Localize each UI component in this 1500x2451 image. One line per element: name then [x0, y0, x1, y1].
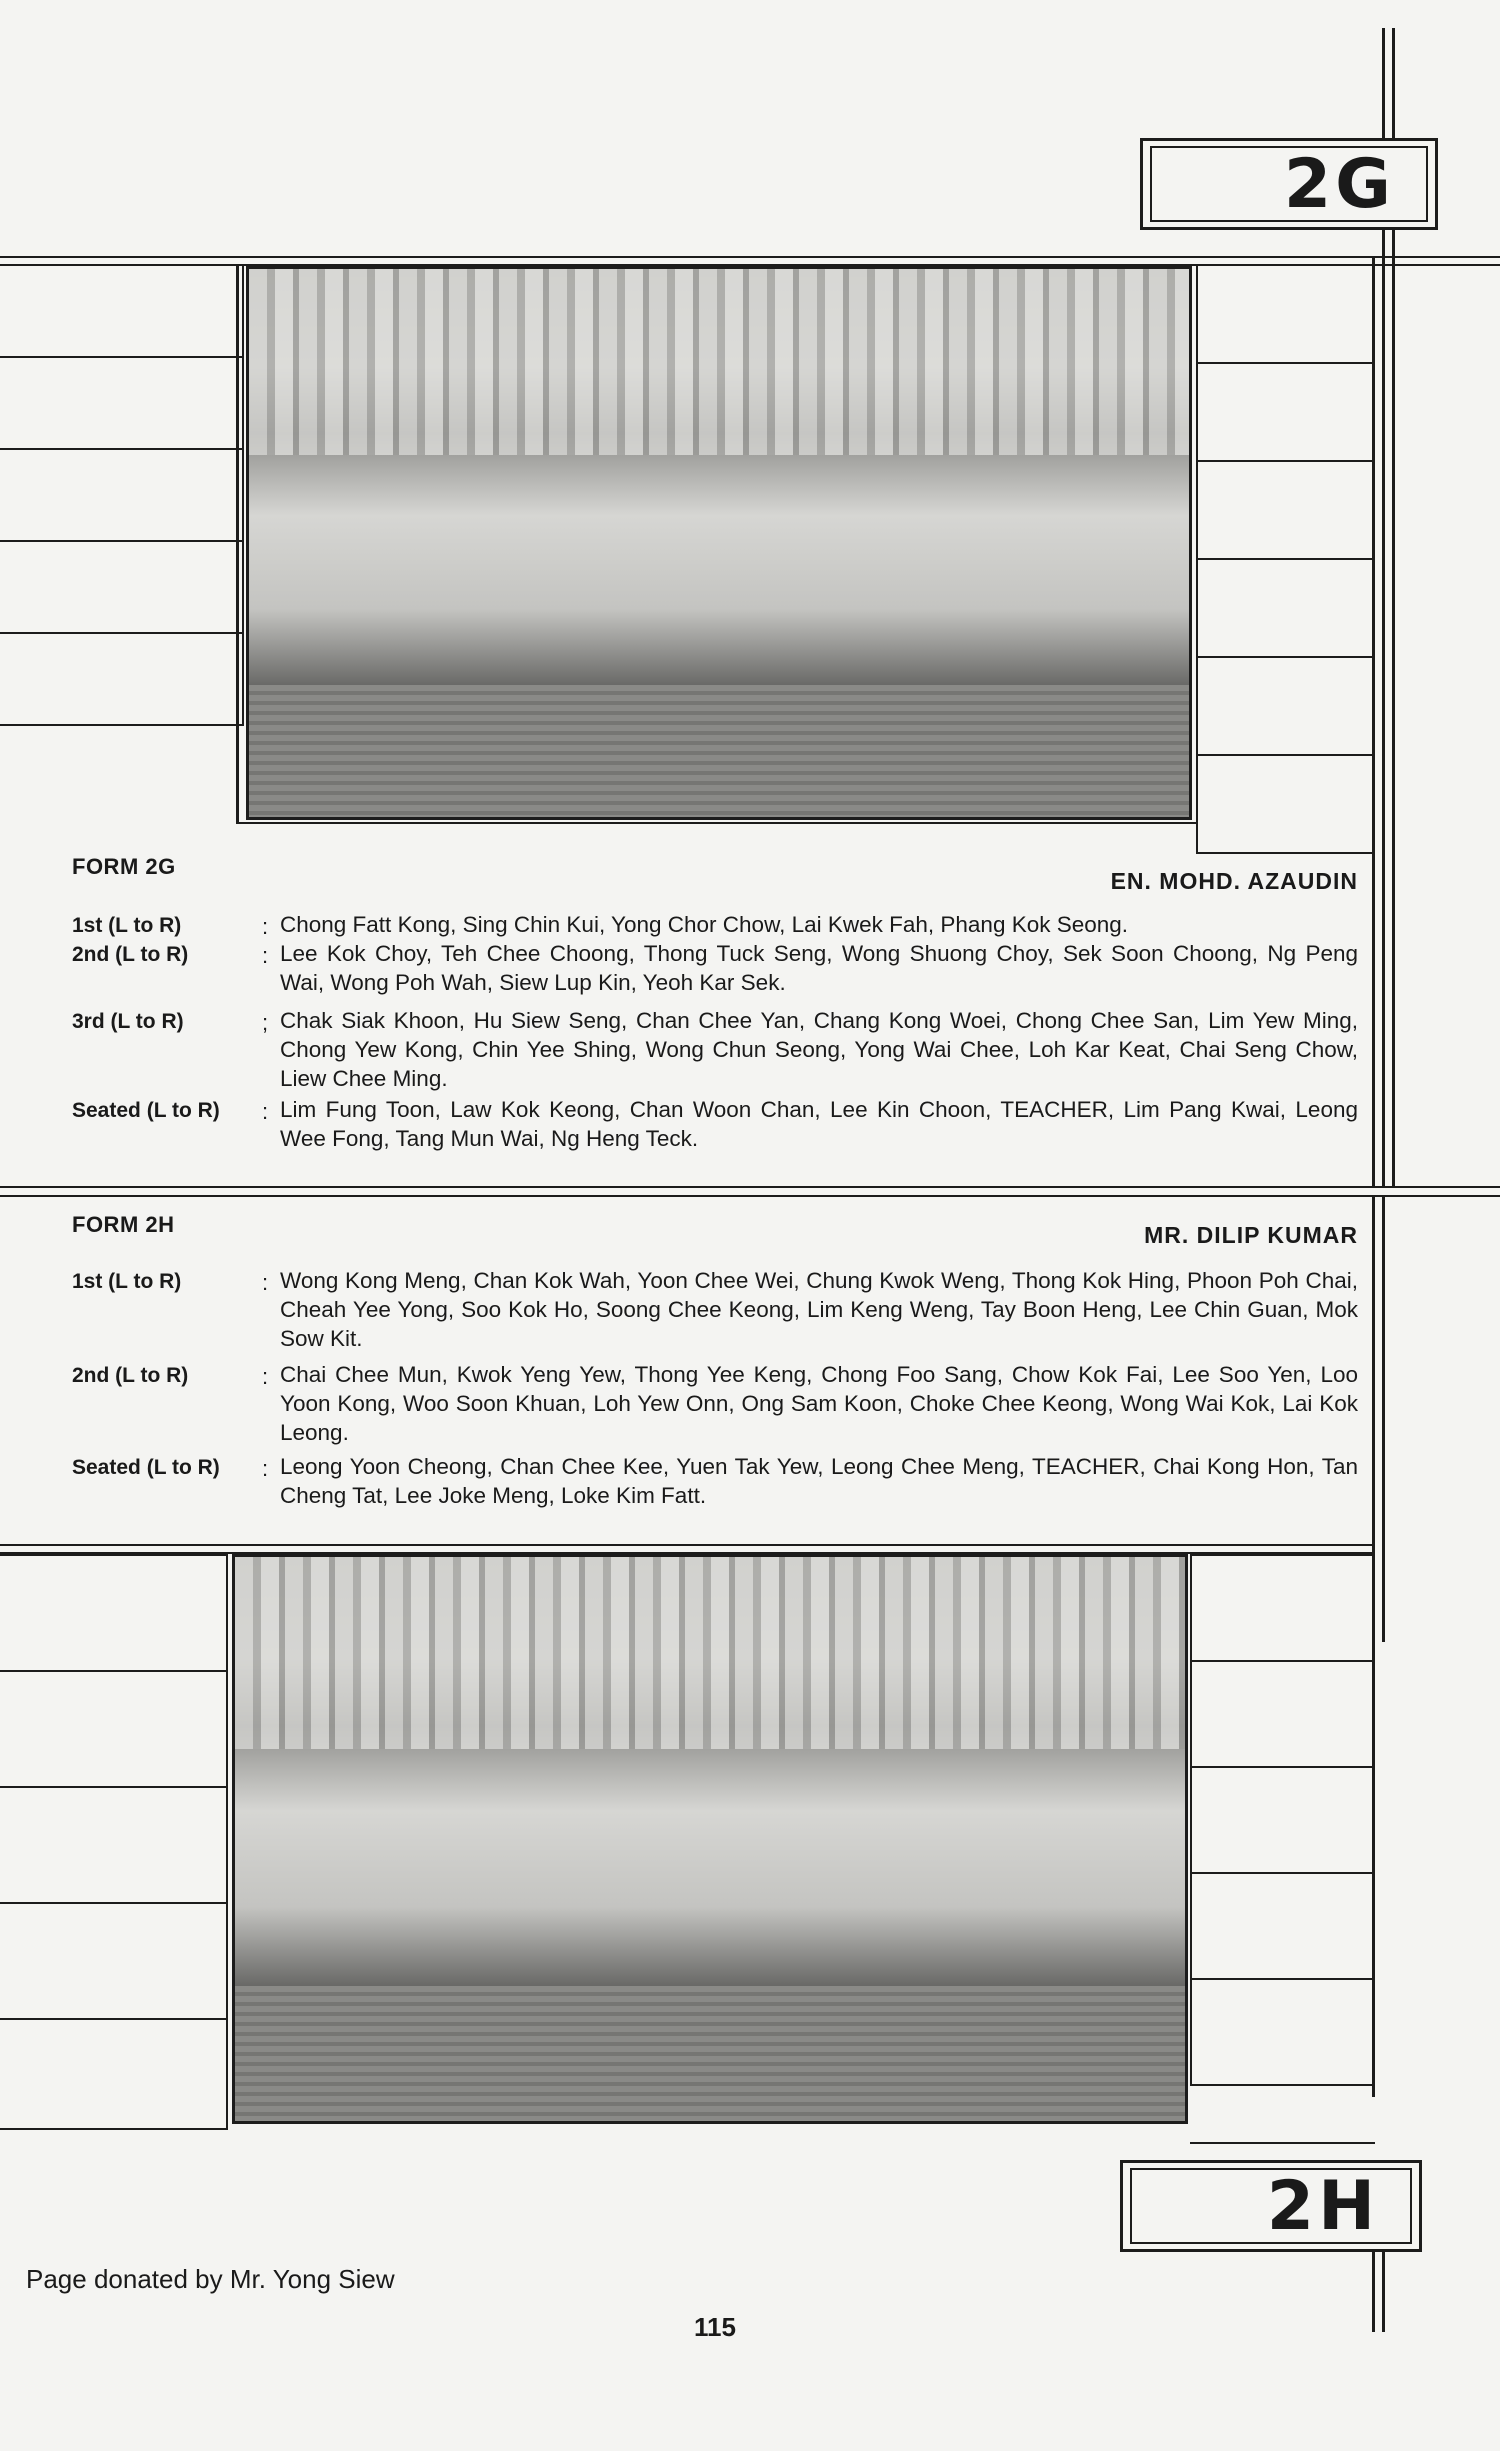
form-2g-row-names: Chak Siak Khoon, Hu Siew Seng, Chan Chee Yan, Chang Kong Woei, Chong Chee San, Lim Yew Ming, Chong Yew Kong, Chin Yee Shing, Wong Chun Seong, Yong Wai Chee, Loh Kar Keat, Chai Seng Chow, Liew Chee Ming. — [280, 1008, 1358, 1091]
left-box-2h-2 — [0, 1670, 228, 1788]
form-2g-heading: FORM 2G — [72, 854, 176, 879]
form-2h-photo-floor — [235, 1986, 1185, 2121]
right-box-2g-4 — [1196, 558, 1374, 658]
form-2h-badge-inner-frame — [1130, 2168, 1412, 2244]
form-2h-row-colon: : — [262, 1456, 269, 1481]
form-2h-row-names: Leong Yoon Cheong, Chan Chee Kee, Yuen Tak Yew, Leong Chee Meng, TEACHER, Chai Kong Hon, Tan Cheng Tat, Lee Joke Meng, Loke Kim Fatt. — [280, 1454, 1358, 1508]
form-2g-row-names: Lee Kok Choy, Teh Chee Choong, Thong Tuck Seng, Wong Shuong Choy, Sek Soon Choong, Ng Peng Wai, Wong Poh Wah, Siew Lup Kin, Yeoh Kar Sek. — [280, 941, 1358, 995]
frame-line-right-lower-v2 — [1382, 1197, 1385, 1642]
frame-line-top-h1 — [0, 256, 1500, 258]
left-box-2g-3 — [0, 448, 244, 542]
left-box-2h-5 — [0, 2018, 228, 2130]
right-box-2h-1 — [1190, 1554, 1374, 1662]
right-box-2g-3 — [1196, 460, 1374, 560]
form-2h-badge-label: 2H — [1266, 2166, 1379, 2246]
left-box-2h-1 — [0, 1554, 228, 1672]
frame-line-middle-h2 — [0, 1195, 1500, 1197]
frame-line-lower-h1 — [0, 1544, 1375, 1546]
left-box-2g-2 — [0, 356, 244, 450]
form-2h-class-photo — [232, 1554, 1188, 2124]
right-box-2g-2 — [1196, 362, 1374, 462]
right-box-2h-2 — [1190, 1660, 1374, 1768]
form-2g-photo-floor — [249, 685, 1189, 817]
form-2h-photo-mural — [235, 1557, 1185, 1749]
frame-line-bottom-v1 — [1372, 2252, 1375, 2332]
left-box-2h-4 — [0, 1902, 228, 2020]
form-2h-heading: FORM 2H — [72, 1212, 175, 1237]
donation-note: Page donated by Mr. Yong Siew — [26, 2264, 395, 2294]
right-box-2h-3 — [1190, 1766, 1374, 1874]
form-2h-row-names: Wong Kong Meng, Chan Kok Wah, Yoon Chee Wei, Chung Kwok Weng, Thong Kok Hing, Phoon Poh Chai, Cheah Yee Yong, Soo Kok Ho, Soong Chee Keong, Lim Keng Weng, Tay Boon Heng, Lee Chin Guan, Mok Sow Kit. — [280, 1268, 1358, 1351]
form-2g-row-label: 2nd (L to R) — [72, 943, 189, 966]
left-box-2g-5 — [0, 632, 244, 726]
frame-line-top-v1 — [1382, 28, 1385, 140]
right-box-2h-4 — [1190, 1872, 1374, 1980]
form-2g-row-label: 1st (L to R) — [72, 914, 182, 937]
frame-line-bottom-v2 — [1382, 2252, 1385, 2332]
frame-line-bottom-h1 — [1190, 2142, 1375, 2144]
form-2h-row-colon: : — [262, 1364, 269, 1389]
frame-line-right-v3 — [1392, 230, 1395, 1186]
form-2g-teacher: EN. MOHD. AZAUDIN — [1110, 868, 1358, 894]
form-2g-badge-inner-frame — [1150, 146, 1428, 222]
form-2h-row-label: 1st (L to R) — [72, 1270, 182, 1293]
form-2h-row-names: Chai Chee Mun, Kwok Yeng Yew, Thong Yee Keng, Chong Foo Sang, Chow Kok Fai, Lee Soo Yen, Loo Yoon Kong, Woo Soon Khuan, Loh Yew Onn, Ong Sam Koon, Choke Chee Keong, Wong Wai Kok, Lai Kok Leong. — [280, 1362, 1358, 1445]
form-2g-row-colon: : — [262, 914, 269, 939]
left-box-2h-3 — [0, 1786, 228, 1904]
form-2h-row-colon: : — [262, 1270, 269, 1295]
form-2g-row-names: Lim Fung Toon, Law Kok Keong, Chan Woon Chan, Lee Kin Choon, TEACHER, Lim Pang Kwai, Leong Wee Fong, Tang Mun Wai, Ng Heng Teck. — [280, 1097, 1358, 1151]
frame-line-left-v — [236, 264, 239, 824]
page-number: 115 — [694, 2312, 736, 2342]
form-2g-row-colon: ; — [262, 1010, 269, 1035]
form-2g-row-colon: : — [262, 1099, 269, 1124]
frame-line-top-v2 — [1392, 28, 1395, 140]
form-2g-badge-label: 2G — [1283, 144, 1395, 224]
frame-line-right-v2 — [1382, 230, 1385, 1186]
right-box-2g-1 — [1196, 264, 1374, 364]
form-2h-teacher: MR. DILIP KUMAR — [1144, 1222, 1358, 1248]
left-box-2g-4 — [0, 540, 244, 634]
right-box-2h-5 — [1190, 1978, 1374, 2086]
form-2g-row-label: 3rd (L to R) — [72, 1010, 184, 1033]
form-2g-class-photo — [246, 266, 1192, 820]
right-box-2g-5 — [1196, 656, 1374, 756]
left-box-2g-1 — [0, 264, 244, 358]
form-2g-row-colon: : — [262, 943, 269, 968]
frame-line-middle-h1 — [0, 1186, 1500, 1188]
form-2h-row-label: Seated (L to R) — [72, 1456, 220, 1479]
frame-line-left-bottom — [236, 822, 1196, 824]
form-2h-row-label: 2nd (L to R) — [72, 1364, 189, 1387]
form-2g-photo-mural — [249, 269, 1189, 455]
right-box-2g-6 — [1196, 754, 1374, 854]
form-2g-row-label: Seated (L to R) — [72, 1099, 220, 1122]
form-2g-row-names: Chong Fatt Kong, Sing Chin Kui, Yong Chor Chow, Lai Kwek Fah, Phang Kok Seong. — [280, 912, 1129, 937]
